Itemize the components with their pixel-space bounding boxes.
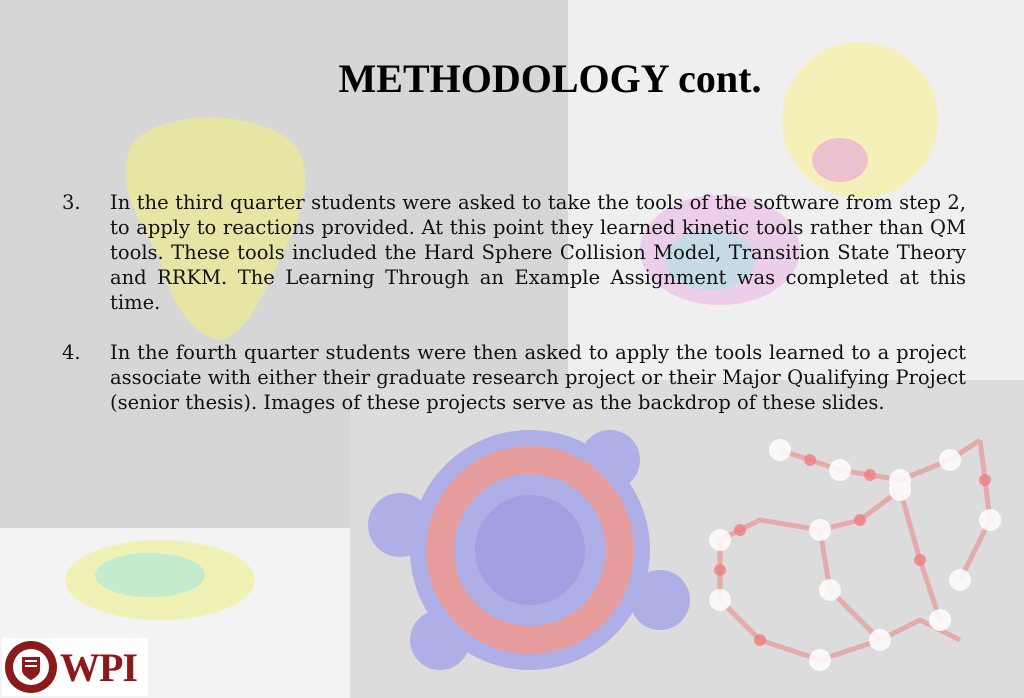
list-text: In the fourth quarter students were then asked to apply the tools learned to a project associate with either their graduate research project or their Major Qualifying Project (senior thesis). Images of these projects serve as the backdrop of these slides. (110, 341, 966, 414)
methodology-list (62, 190, 966, 440)
list-number: 3. (62, 191, 81, 214)
list-number: 4. (62, 341, 81, 364)
list-text: In the third quarter students were asked to take the tools of the software from step 2, to apply to reactions provided. At this point they learned kinetic tools rather than QM tools. These tools included the Hard Sphere Collision Model, Transition State Theory and RRKM. The Learning Through an Example Assignment was completed at this time. (110, 191, 966, 314)
wpi-seal-icon (4, 640, 58, 694)
page-title: METHODOLOGY cont. (338, 56, 762, 101)
wpi-wordmark: WPI (60, 644, 137, 690)
list-item (62, 190, 966, 315)
list-item (62, 340, 966, 415)
wpi-logo (2, 638, 148, 696)
